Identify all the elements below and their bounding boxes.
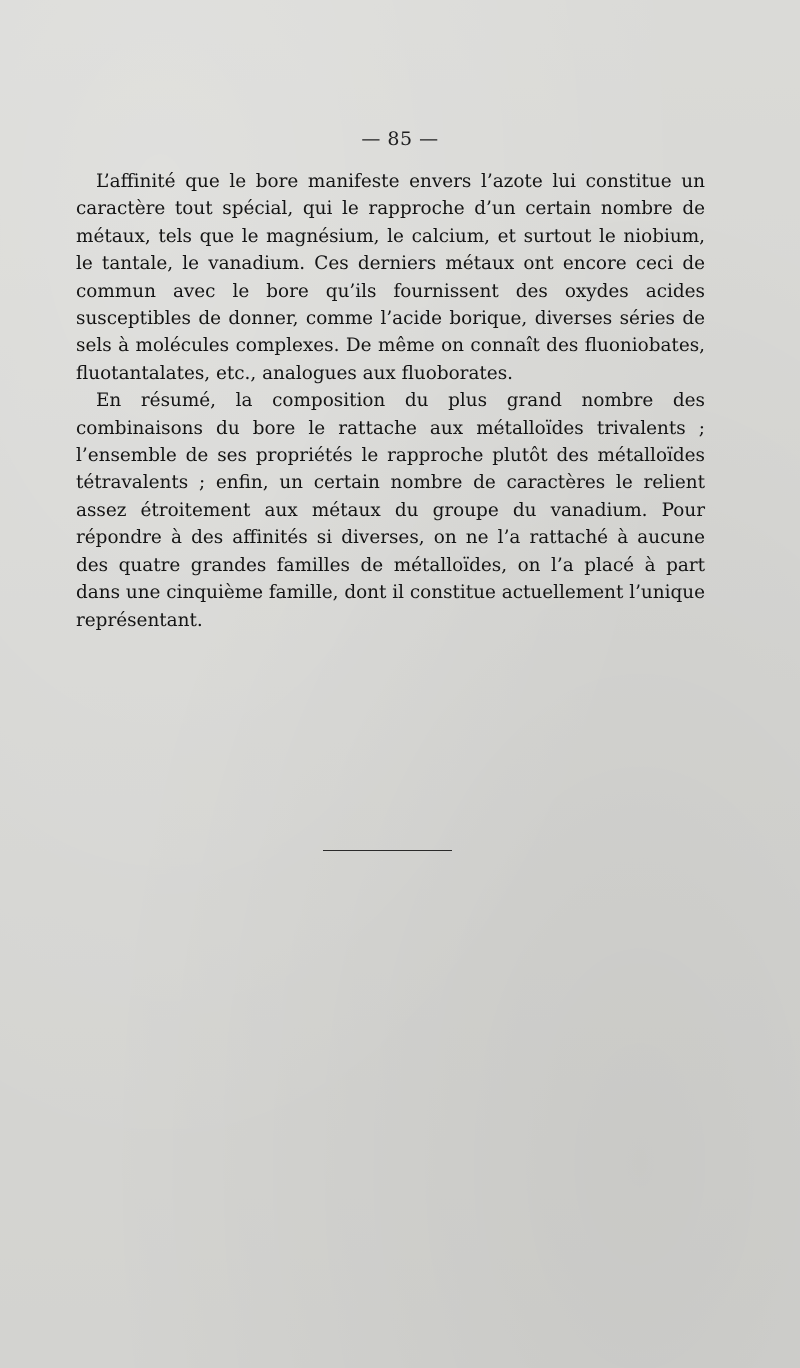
page-number: — 85 — [361, 128, 439, 150]
paragraph-2: En résumé, la composition du plus grand nombre des combinaisons du bore le rattache aux métalloïdes trivalents ; l’ensemble de ses propriétés le rapproche plutôt des métalloïdes tétravalents ; enfin, un certain nombre de caractères le relient assez étroitement aux métaux du groupe du vanadium. Pour répondre à des affinités si diverses, on ne l’a rattaché à aucune des quatre grandes familles de métalloïdes, on l’a placé à part dans une cinquième famille, dont il constitue actuellement l’unique représentant. [76, 390, 705, 631]
section-end-rule [323, 850, 452, 851]
body-text [76, 168, 705, 634]
paragraph-1: L’affinité que le bore manifeste envers l’azote lui constitue un caractère tout spécial, qui le rapproche d’un certain nombre de métaux, tels que le magnésium, le calcium, et surtout le niobium, le tantale, le vanadium. Ces derniers métaux ont encore ceci de commun avec le bore qu’ils fournissent des oxydes acides susceptibles de donner, comme l’acide borique, diverses séries de sels à molécules complexes. De même on connaît des fluoniobates, fluotantalates, etc., analogues aux fluoborates. [76, 171, 705, 384]
